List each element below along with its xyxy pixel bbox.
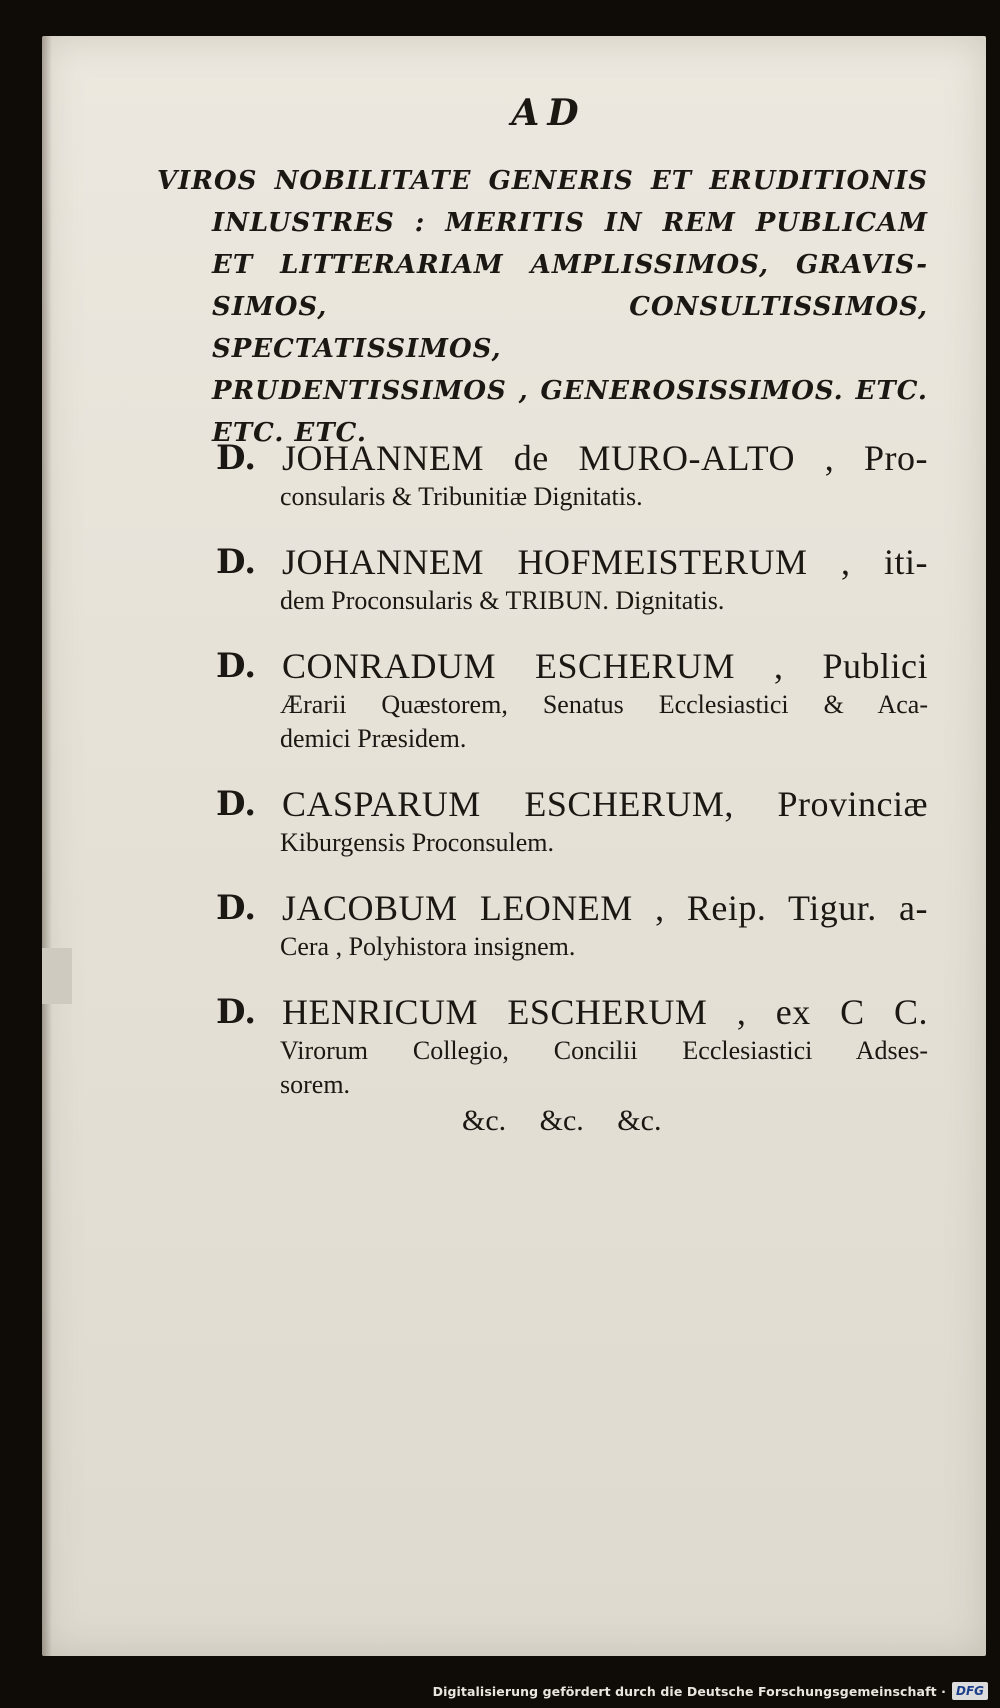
addressee-entry — [42, 990, 986, 1102]
addressee-description: Cera , Polyhistora insignem. — [280, 932, 576, 961]
addressee-prefix: D. — [216, 542, 257, 582]
addressee-description: Kiburgensis Proconsulem. — [280, 828, 554, 857]
addressee-name: JACOBUM LEONEM , Reip. Tigur. a- — [282, 888, 928, 928]
dedication-line: INLUSTRES : MERITIS IN REM PUBLICAM — [212, 208, 928, 238]
addressee-prefix: D. — [216, 888, 257, 928]
dfg-logo: DFG — [952, 1682, 988, 1700]
dedication-line: VIROS NOBILITATE GENERIS ET ERUDITIONIS — [157, 166, 928, 196]
addressee-description: sorem. — [280, 1070, 351, 1099]
addressee-list — [42, 436, 986, 1128]
dedication-block — [157, 160, 928, 454]
addressee-name: CONRADUM ESCHERUM , Publici — [282, 646, 928, 686]
dedication-line: SIMOS, CONSULTISSIMOS, SPECTATISSIMOS, — [212, 292, 928, 364]
addressee-prefix: D. — [216, 438, 257, 478]
paper-page — [42, 36, 986, 1656]
closing-etc: &c. &c. &c. — [462, 1104, 662, 1137]
addressee-name: JOHANNEM HOFMEISTERUM , iti- — [282, 542, 928, 582]
dedication-line: PRUDENTISSIMOS , GENEROSISSIMOS. ETC. — [212, 376, 928, 406]
addressee-prefix: D. — [216, 784, 257, 824]
addressee-name: HENRICUM ESCHERUM , ex C C. — [282, 992, 928, 1032]
addressee-entry — [42, 540, 986, 618]
addressee-entry — [42, 886, 986, 964]
addressee-description: Virorum Collegio, Concilii Ecclesiastici Adses- — [280, 1036, 928, 1065]
addressee-entry — [42, 436, 986, 514]
addressee-description: demici Præsidem. — [280, 724, 467, 753]
dedication-rest — [212, 202, 928, 454]
page-heading: AD — [511, 92, 587, 134]
addressee-description: dem Proconsularis & TRIBUN. Dignitatis. — [280, 586, 725, 615]
addressee-entry — [42, 782, 986, 860]
addressee-description: Ærarii Quæstorem, Senatus Ecclesiastici & Aca- — [280, 690, 928, 719]
addressee-entry — [42, 644, 986, 756]
funding-notice: Digitalisierung gefördert durch die Deutsche Forschungsgemeinschaft · — [432, 1683, 946, 1699]
dedication-line: ETC. ETC. — [212, 418, 367, 448]
digitization-credit — [433, 1678, 988, 1704]
addressee-description: consularis & Tribunitiæ Dignitatis. — [280, 482, 643, 511]
addressee-name: CASPARUM ESCHERUM, Provinciæ — [282, 784, 928, 824]
dedication-line: ET LITTERARIAM AMPLISSIMOS, GRAVIS- — [212, 250, 928, 280]
addressee-name: JOHANNEM de MURO-ALTO , Pro- — [282, 438, 928, 478]
addressee-prefix: D. — [216, 992, 257, 1032]
addressee-prefix: D. — [216, 646, 257, 686]
page-content — [42, 36, 986, 1656]
